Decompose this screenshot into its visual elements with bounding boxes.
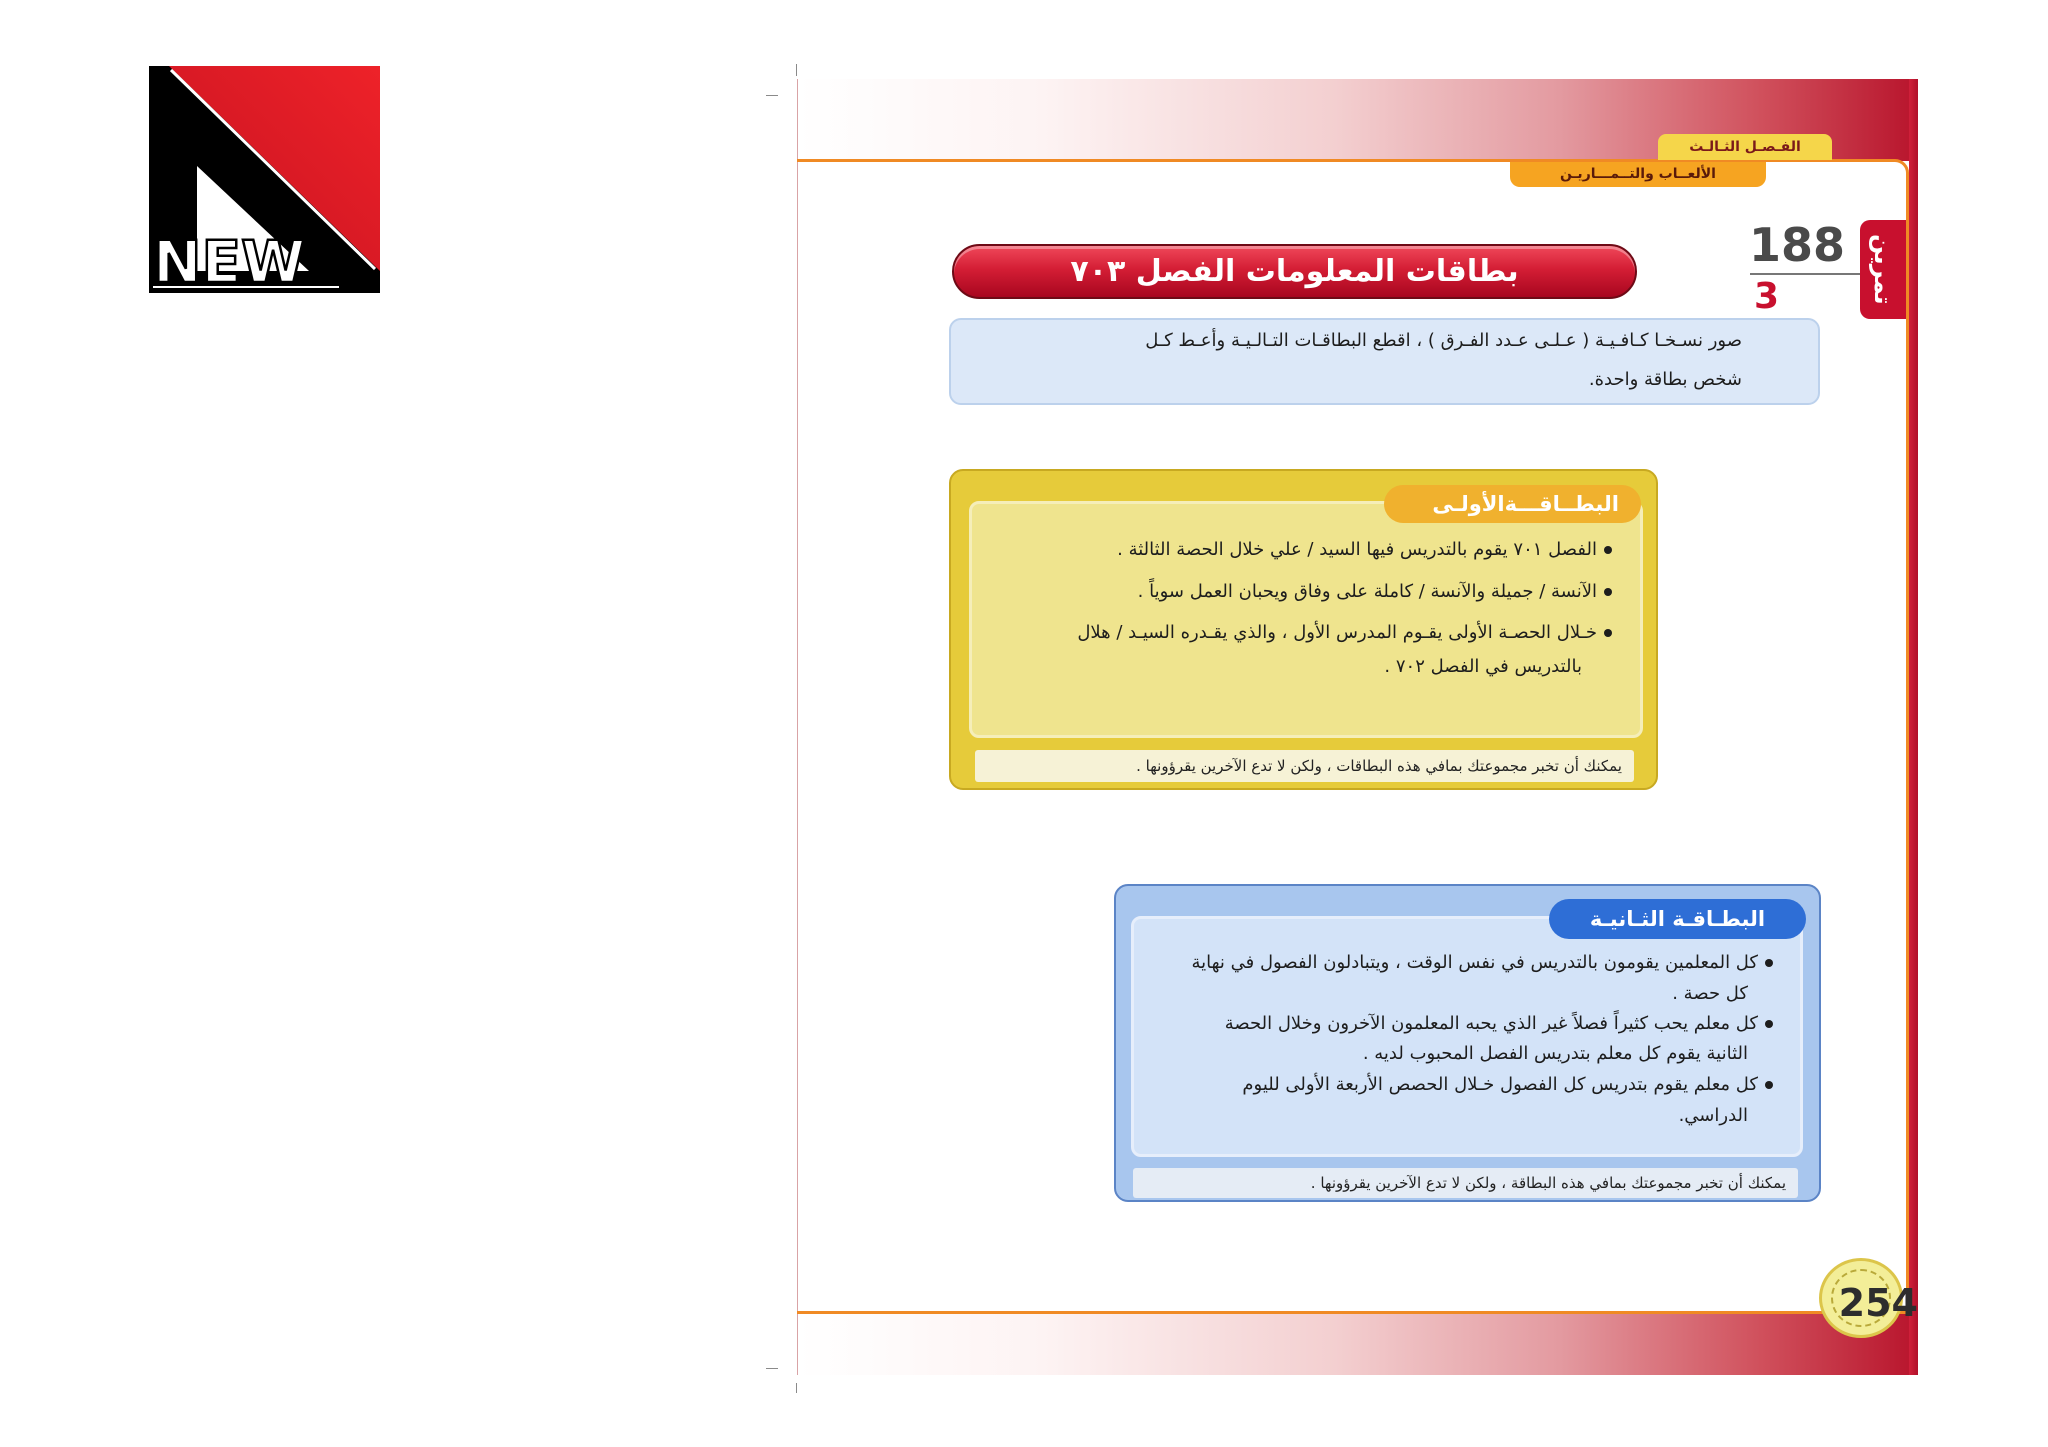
bullet-icon xyxy=(1604,629,1612,637)
card-2-item-continuation: الثانية يقوم كل معلم بتدريس الفصل المحبوب لديه . xyxy=(1362,1043,1748,1064)
bullet-icon xyxy=(1604,546,1612,554)
chapter-tab: الفـصـل الثـالـث xyxy=(1658,134,1832,160)
new-logo xyxy=(149,66,380,293)
card-2-item-text: كل معلم يقوم بتدريس كل الفصول خـلال الحصص الأربعة الأولى لليوم xyxy=(1242,1074,1758,1095)
page-bottom-band xyxy=(798,1313,1918,1375)
card-2-item xyxy=(1138,949,1773,977)
card-1-item-continuation: بالتدريس في الفصل ٧٠٢ . xyxy=(1384,656,1582,677)
bullet-icon xyxy=(1765,1081,1773,1089)
unit-tab: الألعــاب والتــمـــاريـن xyxy=(1510,162,1766,187)
card-1-header: البطــاقـــةالأولـى xyxy=(1384,485,1641,523)
exercise-sub-number: 3 xyxy=(1754,276,1780,317)
card-2-header: البطـاقـة الثـانيـة xyxy=(1549,899,1806,939)
card-1-item xyxy=(975,618,1612,648)
instructions-line: صور نسـخـا كـافـيـة ( عـلـى عـدد الفـرق ) ، اقطع البطاقـات التـالـيـة وأعـط كـل xyxy=(1145,330,1742,351)
new-logo-graphic xyxy=(149,66,380,293)
card-1-footer: يمكنك أن تخبر مجموعتك بمافي هذه البطاقات ، ولكن لا تدع الآخرين يقرؤونها . xyxy=(975,750,1634,782)
crop-mark-left xyxy=(766,95,778,96)
crop-mark-top xyxy=(796,64,797,76)
bullet-icon xyxy=(1604,588,1612,596)
exercise-number: 188 xyxy=(1748,218,1845,272)
exercise-badge-label: تمرين xyxy=(1869,234,1897,305)
card-1-item-text: خـلال الحصـة الأولى يقـوم المدرس الأول ، والذي يقـدره السيـد / هلال xyxy=(1077,622,1597,643)
page-title: بطاقات المعلومات الفصل ٧٠٣ xyxy=(952,244,1637,299)
card-2-item-text: كل معلم يحب كثيراً فصلاً غير الذي يحبه المعلمون الآخرون وخلال الحصة xyxy=(1224,1013,1758,1034)
crop-mark-bottom-left xyxy=(766,1368,778,1369)
card-2-item-continuation: كل حصة . xyxy=(1672,983,1748,1004)
exercise-badge xyxy=(1860,220,1906,319)
page-right-strip xyxy=(1909,79,1918,1375)
card-2-item xyxy=(1138,1071,1773,1099)
card-1-item-text: الفصل ٧٠١ يقوم بالتدريس فيها السيد / علي خلال الحصة الثالثة . xyxy=(1117,539,1597,560)
card-2-item-text: كل المعلمين يقومون بالتدريس في نفس الوقت ، ويتبادلون الفصول في نهاية xyxy=(1191,952,1758,973)
card-1-item-text: الآنسة / جميلة والآنسة / كاملة على وفاق ويحبان العمل سوياً . xyxy=(1137,581,1597,602)
logo-text: NEW xyxy=(153,228,306,293)
card-2-footer: يمكنك أن تخبر مجموعتك بمافي هذه البطاقة ، ولكن لا تدع الآخرين يقرؤونها . xyxy=(1133,1168,1798,1198)
bullet-icon xyxy=(1765,959,1773,967)
page-number: 254 xyxy=(1838,1281,1918,1325)
card-2-item xyxy=(1138,1010,1773,1038)
card-1-item xyxy=(975,577,1612,607)
bullet-icon xyxy=(1765,1020,1773,1028)
instructions-line: شخص بطاقة واحدة. xyxy=(1588,369,1742,390)
crop-mark-bottom xyxy=(796,1383,797,1393)
card-1-item xyxy=(975,535,1612,565)
card-2-item-continuation: الدراسي. xyxy=(1678,1105,1748,1126)
